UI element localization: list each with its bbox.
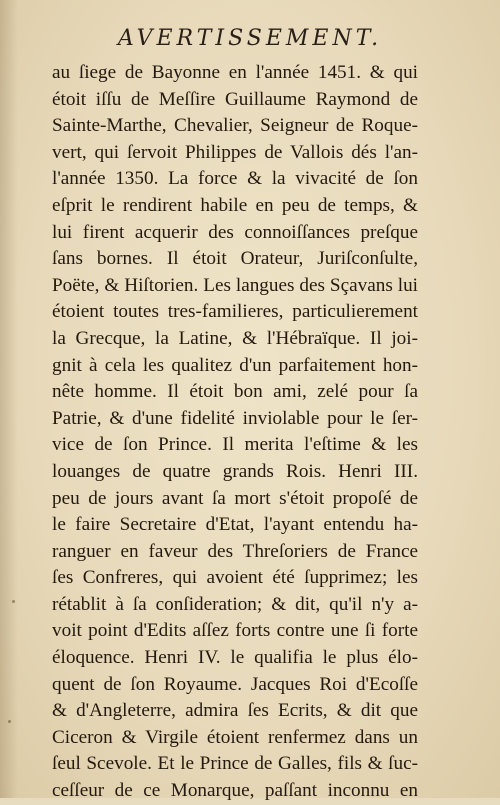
text-line: ſes Confreres, qui avoient été ſupprimez; les bbox=[52, 567, 418, 589]
text-line: au ſiege de Bayonne en l'année 1451. & qui bbox=[52, 62, 418, 83]
text-line: & d'Angleterre, admira ſes Ecrits, & dit que bbox=[52, 700, 418, 722]
text-line: vice de ſon Prince. Il merita l'eſtime & les bbox=[52, 434, 418, 456]
text-line: le faire Secretaire d'Etat, l'ayant entendu ha- bbox=[52, 514, 418, 536]
text-line: ceſſeur de ce Monarque, paſſant inconnu en bbox=[52, 780, 418, 802]
text-line: ranguer en faveur des Threſoriers de France bbox=[52, 540, 418, 562]
text-line: éloquence. Henri IV. le qualifia le plus élo- bbox=[52, 647, 418, 669]
text-line: peu de jours avant ſa mort s'étoit propoſé de bbox=[52, 487, 418, 509]
text-line: Ciceron & Virgile étoient renfermez dans un bbox=[52, 726, 418, 748]
text-line: ſeul Scevole. Et le Prince de Galles, fils & ſuc- bbox=[52, 753, 418, 775]
text-line: lui firent acquerir des connoiſſances preſque bbox=[52, 221, 418, 243]
text-line: louanges de quatre grands Rois. Henri III. bbox=[52, 460, 418, 482]
text-line: la Grecque, la Latine, & l'Hébraïque. Il joi- bbox=[52, 327, 418, 349]
text-line: étoit iſſu de Meſſire Guillaume Raymond de bbox=[52, 88, 418, 110]
text-line: étoient toutes tres-familieres, particulierement bbox=[52, 301, 418, 323]
page-header: AVERTISSEMENT. bbox=[117, 26, 383, 51]
text-line: Poëte, & Hiſtorien. Les langues des Sçavans lui bbox=[52, 274, 418, 296]
paper-speck bbox=[8, 720, 11, 723]
page-body bbox=[52, 60, 418, 805]
text-line: Sainte-Marthe, Chevalier, Seigneur de Roque- bbox=[52, 115, 418, 137]
text-line: Patrie, & d'une fidelité inviolable pour le ſer- bbox=[52, 407, 418, 429]
paper-speck bbox=[12, 600, 15, 603]
text-line: quent de ſon Royaume. Jacques Roi d'Ecoſſe bbox=[52, 673, 418, 695]
text-line: gnit à cela les qualitez d'un parfaitement hon- bbox=[52, 354, 418, 376]
text-line: eſprit le rendirent habile en peu de temps, & bbox=[52, 194, 418, 216]
text-line: vert, qui ſervoit Philippes de Vallois dés l'an- bbox=[52, 141, 418, 163]
text-line: ſans bornes. Il étoit Orateur, Juriſconſulte, bbox=[52, 248, 418, 270]
text-line: nête homme. Il étoit bon ami, zelé pour ſa bbox=[52, 381, 418, 403]
text-line: l'année 1350. La force & la vivacité de ſon bbox=[52, 168, 418, 190]
text-line: rétablit à ſa conſideration; & dit, qu'il n'y a- bbox=[52, 593, 418, 615]
text-line: voit point d'Edits aſſez forts contre une ſi forte bbox=[52, 620, 418, 642]
